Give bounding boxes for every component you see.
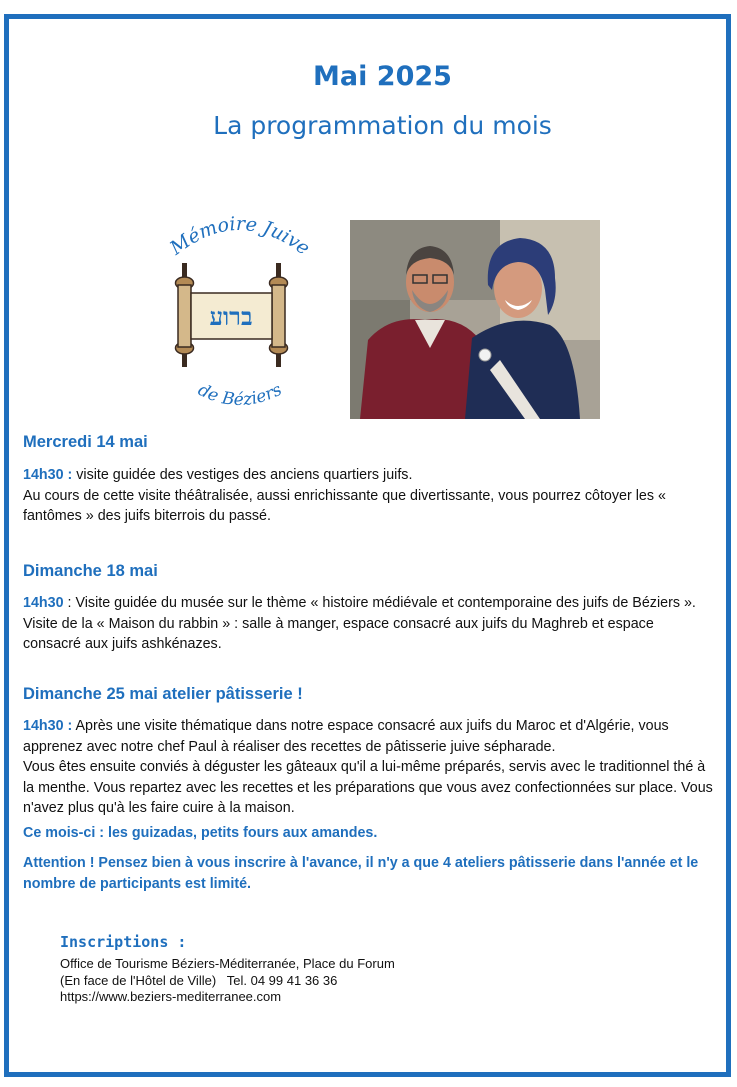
event-1-time: 14h30 : (23, 467, 73, 483)
inscriptions-line-2: (En face de l'Hôtel de Ville) Tel. 04 99 41 36 36 (60, 972, 338, 988)
inscriptions-details (60, 956, 395, 1006)
event-3-text2: Vous êtes ensuite conviés à déguster les gâteaux qu'il a lui-même préparés, servis avec le traditionnel thé à la menthe. Vous repartez avec les recettes et les préparations que vous avez confectionnées sur place. Vous n'avez plus qu'à les faire cuire à la maison. (23, 759, 713, 816)
couple-photo (350, 220, 600, 419)
event-1-text: visite guidée des vestiges des anciens quartiers juifs. (72, 467, 413, 483)
attention-notice: Attention ! Pensez bien à vous inscrire à l'avance, il n'y a que 4 ateliers pâtisserie dans l'année et le nombre de participants est limité. (23, 855, 699, 892)
logo-top-text: Mémoire Juive (166, 212, 314, 260)
event-3-highlight: Ce mois-ci : les guizadas, petits fours aux amandes. (23, 825, 378, 841)
inscriptions-url[interactable]: https://www.beziers-mediterranee.com (60, 989, 282, 1004)
page-title: Mai 2025 (313, 61, 452, 92)
logo-hebrew-text: ברוע (209, 302, 253, 331)
inscriptions-line-1: Office de Tourisme Béziers-Méditerranée, Place du Forum (60, 956, 395, 971)
event-2-text: : Visite guidée du musée sur le thème « histoire médiévale et contemporaine des juifs de Béziers ». Visite de la « Maison du rabbin » : salle à manger, espace consacré aux juifs du Maghreb et espace consacré aux juifs ashkénazes. (23, 595, 696, 652)
event-1-description (23, 465, 713, 527)
event-3-description (23, 716, 713, 819)
event-2-time: 14h30 (23, 595, 64, 611)
event-3-text: Après une visite thématique dans notre espace consacré aux juifs du Maroc et d'Algérie, vous apprenez avec notre chef Paul à réaliser des recettes de pâtisserie juive sépharade. (23, 718, 669, 755)
event-2-title: Dimanche 18 mai (23, 562, 158, 580)
event-3-time: 14h30 : (23, 718, 73, 734)
logo-bottom-text: de Béziers (194, 379, 286, 411)
page-subtitle: La programmation du mois (213, 111, 552, 140)
event-1-title: Mercredi 14 mai (23, 433, 148, 451)
page-frame (4, 14, 731, 1077)
inscriptions-title: Inscriptions : (60, 933, 187, 951)
event-2-description (23, 593, 713, 655)
memoire-juive-logo (159, 205, 319, 430)
event-1-text2: Au cours de cette visite théâtralisée, aussi enrichissante que divertissante, vous pourrez côtoyer les « fantômes » des juifs biterrois du passé. (23, 487, 666, 524)
event-3-title: Dimanche 25 mai atelier pâtisserie ! (23, 685, 303, 703)
